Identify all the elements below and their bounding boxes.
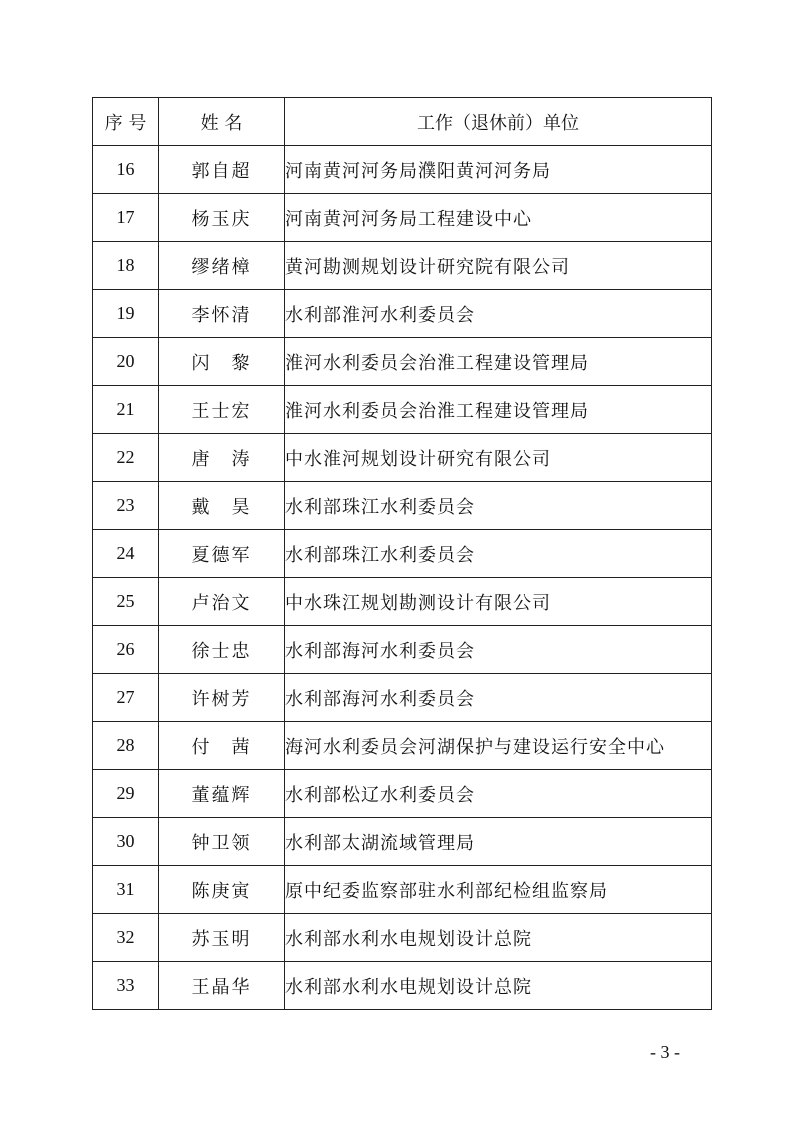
row-unit: 水利部珠江水利委员会: [285, 530, 712, 578]
page-number: - 3 -: [650, 1042, 680, 1062]
table-row: [93, 770, 712, 818]
row-unit: 水利部海河水利委员会: [285, 626, 712, 674]
row-name: 董蕴辉: [159, 770, 285, 818]
row-number: 19: [93, 290, 159, 338]
row-name: 付 茜: [159, 722, 285, 770]
row-number: 22: [93, 434, 159, 482]
row-number: 21: [93, 386, 159, 434]
row-number: 28: [93, 722, 159, 770]
header-name: 姓 名: [159, 98, 285, 146]
row-number: 31: [93, 866, 159, 914]
header-num: 序 号: [93, 98, 159, 146]
table-row: [93, 242, 712, 290]
table-row: [93, 578, 712, 626]
table-row: [93, 914, 712, 962]
row-number: 30: [93, 818, 159, 866]
table-row: [93, 290, 712, 338]
row-unit: 淮河水利委员会治淮工程建设管理局: [285, 386, 712, 434]
row-unit: 水利部淮河水利委员会: [285, 290, 712, 338]
table-row: [93, 962, 712, 1010]
row-name: 许树芳: [159, 674, 285, 722]
row-unit: 中水淮河规划设计研究有限公司: [285, 434, 712, 482]
row-number: 18: [93, 242, 159, 290]
row-number: 25: [93, 578, 159, 626]
table-row: [93, 818, 712, 866]
row-name: 闪 黎: [159, 338, 285, 386]
row-unit: 淮河水利委员会治淮工程建设管理局: [285, 338, 712, 386]
row-name: 缪绪樟: [159, 242, 285, 290]
row-number: 33: [93, 962, 159, 1010]
row-number: 32: [93, 914, 159, 962]
table-body: [93, 146, 712, 1010]
table-row: [93, 674, 712, 722]
row-unit: 黄河勘测规划设计研究院有限公司: [285, 242, 712, 290]
row-name: 李怀清: [159, 290, 285, 338]
row-unit: 水利部水利水电规划设计总院: [285, 962, 712, 1010]
row-number: 17: [93, 194, 159, 242]
table-row: [93, 530, 712, 578]
row-name: 陈庚寅: [159, 866, 285, 914]
row-number: 16: [93, 146, 159, 194]
row-number: 23: [93, 482, 159, 530]
row-unit: 水利部水利水电规划设计总院: [285, 914, 712, 962]
row-name: 苏玉明: [159, 914, 285, 962]
row-number: 29: [93, 770, 159, 818]
row-unit: 水利部海河水利委员会: [285, 674, 712, 722]
row-name: 夏德军: [159, 530, 285, 578]
row-name: 王士宏: [159, 386, 285, 434]
table-row: [93, 194, 712, 242]
row-unit: 河南黄河河务局工程建设中心: [285, 194, 712, 242]
table-row: [93, 722, 712, 770]
row-name: 唐 涛: [159, 434, 285, 482]
row-name: 徐士忠: [159, 626, 285, 674]
table-row: [93, 338, 712, 386]
row-number: 26: [93, 626, 159, 674]
row-unit: 水利部太湖流域管理局: [285, 818, 712, 866]
row-number: 24: [93, 530, 159, 578]
table-header-row: [93, 98, 712, 146]
row-unit: 水利部松辽水利委员会: [285, 770, 712, 818]
row-unit: 海河水利委员会河湖保护与建设运行安全中心: [285, 722, 712, 770]
row-name: 郭自超: [159, 146, 285, 194]
row-name: 卢治文: [159, 578, 285, 626]
table-row: [93, 146, 712, 194]
row-number: 27: [93, 674, 159, 722]
table-row: [93, 386, 712, 434]
roster-table: [92, 97, 712, 1010]
row-unit: 水利部珠江水利委员会: [285, 482, 712, 530]
row-unit: 河南黄河河务局濮阳黄河河务局: [285, 146, 712, 194]
row-unit: 原中纪委监察部驻水利部纪检组监察局: [285, 866, 712, 914]
row-name: 钟卫领: [159, 818, 285, 866]
table-row: [93, 434, 712, 482]
row-name: 王晶华: [159, 962, 285, 1010]
row-unit: 中水珠江规划勘测设计有限公司: [285, 578, 712, 626]
row-name: 杨玉庆: [159, 194, 285, 242]
header-unit: 工作（退休前）单位: [285, 98, 712, 146]
table-row: [93, 482, 712, 530]
row-name: 戴 昊: [159, 482, 285, 530]
row-number: 20: [93, 338, 159, 386]
table-row: [93, 866, 712, 914]
table-row: [93, 626, 712, 674]
